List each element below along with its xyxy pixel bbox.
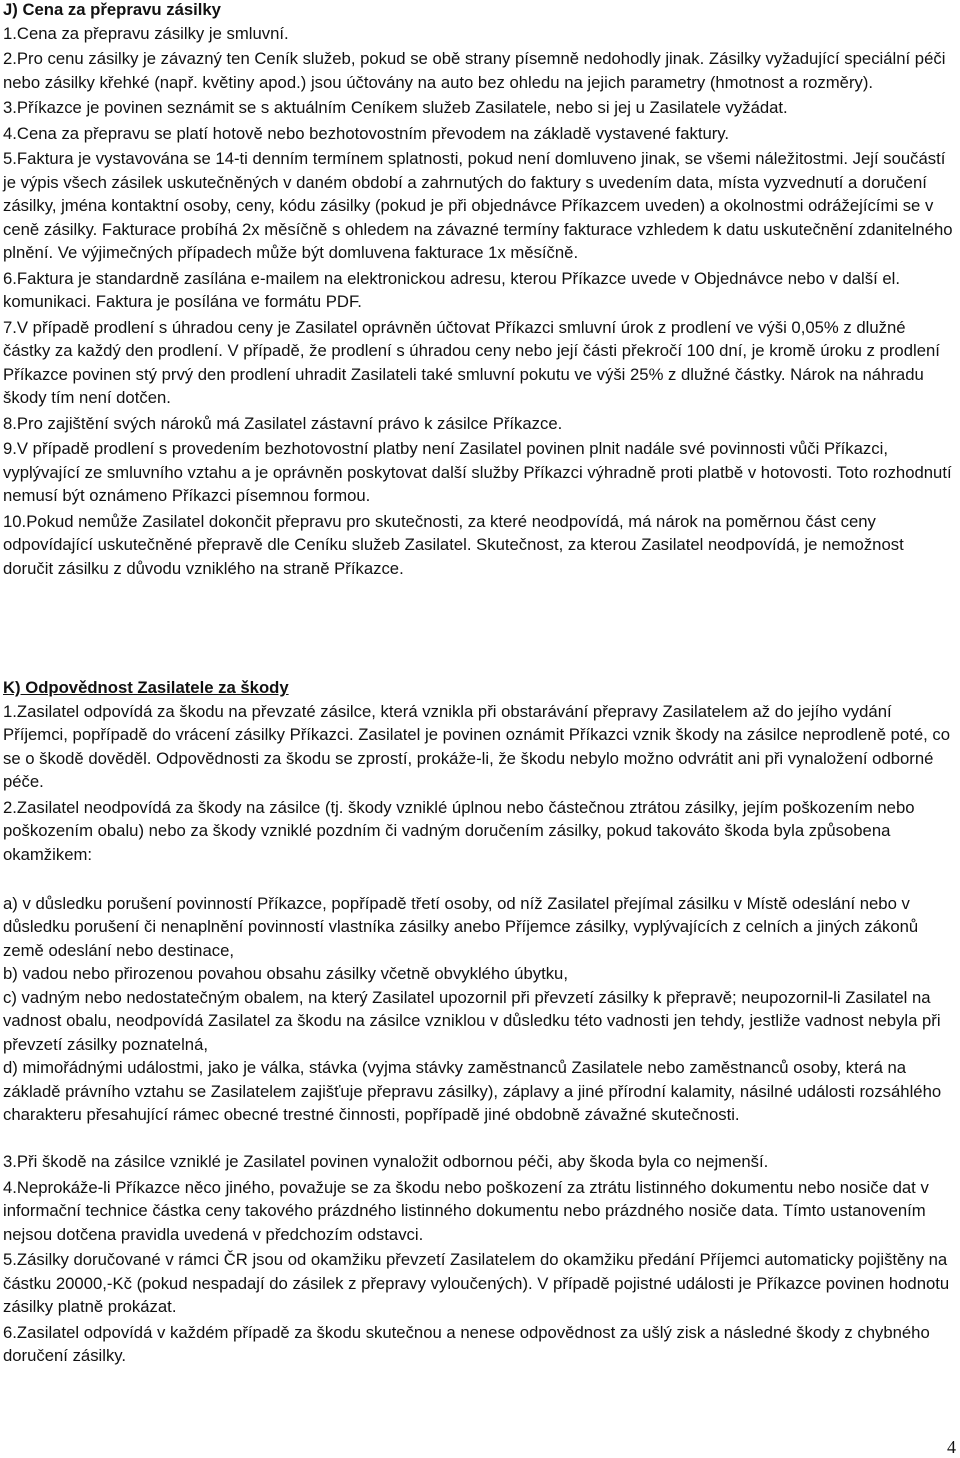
paragraph-j3: 3.Příkazce je povinen seznámit se s aktuálním Ceníkem služeb Zasilatele, nebo si jej u Zasilatele vyžádat. — [3, 98, 788, 117]
paragraph-k4: 4.Neprokáže-li Příkazce něco jiného, považuje se za škodu nebo poškození za ztrátu listinného dokumentu nebo nosiče dat v informační technice částka ceny takového prázdného listinného dokumentu nebo prázdného nosiče data. Tímto ustanovením nejsou dotčena pravidla uvedená v předchozím odstavci. — [3, 1177, 929, 1244]
spacer — [3, 1127, 953, 1151]
spacer — [3, 868, 953, 892]
paragraph-j8: 8.Pro zajištění svých nároků má Zasilatel zástavní právo k zásilce Příkazce. — [3, 413, 563, 433]
paragraph-k2: 2.Zasilatel neodpovídá za škody na zásilce (tj. škody vzniklé úplnou nebo částečnou ztrátou zásilky, jejím poškozením nebo poškozením obalu) nebo za škody vzniklé pozdním či vadným doručením zásilky, pokud takováto škoda byla způsobena okamžikem: — [3, 797, 915, 864]
paragraph-j9: 9.V případě prodlení s provedením bezhotovostní platby není Zasilatel povinen plnit nadále své povinnosti vůči Příkazci, vyplývající ze smluvního vztahu a je oprávněn poskytovat další služby Příkazci výhradně proti platbě v hotovosti. Toto rozhodnutí nemusí být oznámeno Příkazci písemnou formou. — [3, 439, 952, 505]
paragraph-k3: 3.Při škodě na zásilce vzniklé je Zasilatel povinen vynaložit odbornou péči, aby škoda byla co nejmenší. — [3, 1152, 769, 1171]
paragraph-j7: 7.V případě prodlení s úhradou ceny je Zasilatel oprávněn účtovat Příkazci smluvní úrok z prodlení ve výši 0,05% z dlužné částky za každý den prodlení. V případě, že prodlení s úhradou ceny nebo její části překročí 100 dní, je kromě úroku z prodlení Příkazce povinen stý prvý den prodlení uhradit Zasilateli také smluvní pokutu ve výši 25% z dlužné částky. Nárok na náhradu škody tím není dotčen. — [3, 317, 940, 407]
page-number: 4 — [947, 1437, 956, 1457]
paragraph-j4: 4.Cena za přepravu se platí hotově nebo bezhotovostním převodem na základě vystavené faktury. — [3, 123, 730, 143]
paragraph-j10: 10.Pokud nemůže Zasilatel dokončit přepravu pro skutečnosti, za které neodpovídá, má nárok na poměrnou část ceny odpovídající uskutečněné přepravě dle Ceníku služeb Zasilatel. Skutečnost, za kterou Zasilatel neodpovídá, je nemožnost doručit zásilku z důvodu vzniklého na straně Příkazce. — [3, 511, 904, 578]
paragraph-j2: 2.Pro cenu zásilky je závazný ten Ceník služeb, pokud se obě strany písemně nedohodly jinak. Zásilky vyžadující speciální péči nebo zásilky křehké (např. květiny apod.) jsou účtovány na auto bez ohledu na jejich parametry (hmotnost a rozměry). — [3, 49, 946, 92]
paragraph-j6: 6.Faktura je standardně zasílána e-mailem na elektronickou adresu, kterou Příkazce uvede v Objednávce nebo v další el. komunikaci. Faktura je posílána ve formátu PDF. — [3, 268, 900, 311]
paragraph-j5: 5.Faktura je vystavována se 14-ti denním termínem splatnosti, pokud není domluveno jinak, se všemi náležitostmi. Její součástí je výpis všech zásilek uskutečněných v daném období a zahrnutých do faktury s uvedením data, místa vyzvednutí a doručení zásilky, jména kontaktní osoby, ceny, kódu zásilky (pokud je při objednávce Příkazcem uveden) a okolnostmi odrážejícími se v ceně zásilky. Fakturace probíhá 2x měsíčně s ohledem na závazné termíny fakturace vzhledem k datu uskutečnění zdanitelného plnění. Ve výjimečných případech může být domluvena fakturace 1x měsíčně. — [3, 149, 953, 262]
list-item-d: d) mimořádnými událostmi, jako je válka, stávka (vyjma stávky zaměstnanců Zasilatele nebo zaměstnanců osoby, která na základě právního vztahu se Zasilatelem zajišťuje přepravu zásilky), záplavy a jiné přírodní kalamity, násilné události rozsáhlého charakteru přesahující rámec obecné trestné činnosti, popřípadě jiné obdobně závažné skutečnosti. — [3, 1058, 942, 1124]
section-j-heading: J) Cena za přepravu zásilky — [3, 0, 221, 19]
paragraph-k1: 1.Zasilatel odpovídá za škodu na převzaté zásilce, která vznikla při obstarávání přepravy Zasilatelem až do jejího vydání Příjemci, popřípadě do vrácení zásilky Příkazci. Zasilatel je povinen oznámit Příkazci vznik škody na zásilce neprodleně poté, co se o škodě dověděl. Odpovědnosti za škodu se zprostí, prokáže-li, že škodu nebylo možno odvrátit ani při vynaložení odborné péče. — [3, 701, 950, 791]
section-k-heading: K) Odpovědnost Zasilatele za škody — [3, 678, 289, 697]
section-j — [3, 0, 953, 582]
paragraph-k6: 6.Zasilatel odpovídá v každém případě za škodu skutečnou a nenese odpovědnost za ušlý zisk a následné škody z chybného doručení zásilky. — [3, 1322, 930, 1365]
list-item-c: c) vadným nebo nedostatečným obalem, na který Zasilatel upozornil při převzetí zásilky k přepravě; neupozornil-li Zasilatel na vadnost obalu, neodpovídá Zasilatel za škodu na zásilce vzniklou v důsledku této vadnosti jen tehdy, jestliže vadnost nebyla při převzetí zásilky poznatelná, — [3, 987, 941, 1054]
exclusion-list — [3, 892, 953, 1127]
list-item-b: b) vadou nebo přirozenou povahou obsahu zásilky včetně obvyklého úbytku, — [3, 964, 568, 983]
paragraph-k5: 5.Zásilky doručované v rámci ČR jsou od okamžiku převzetí Zasilatelem do okamžiku předání Příjemci automaticky pojištěny na částku 20000,-Kč (pokud nespadají do zásilek z přepravy vyloučených). V případě pojistné události je Příkazce povinen hodnotu zásilky platně prokázat. — [3, 1250, 950, 1316]
list-item-a: a) v důsledku porušení povinností Příkazce, popřípadě třetí osoby, od níž Zasilatel přejímal zásilku v Místě odeslání nebo v důsledku porušení či nenaplnění povinností vlastníka zásilky anebo Příjemce zásilky, vyplývajících z celních a jiných zákonů země odeslání nebo destinace, — [3, 893, 919, 960]
section-k — [3, 676, 953, 1370]
paragraph-j1: 1.Cena za přepravu zásilky je smluvní. — [3, 23, 289, 43]
